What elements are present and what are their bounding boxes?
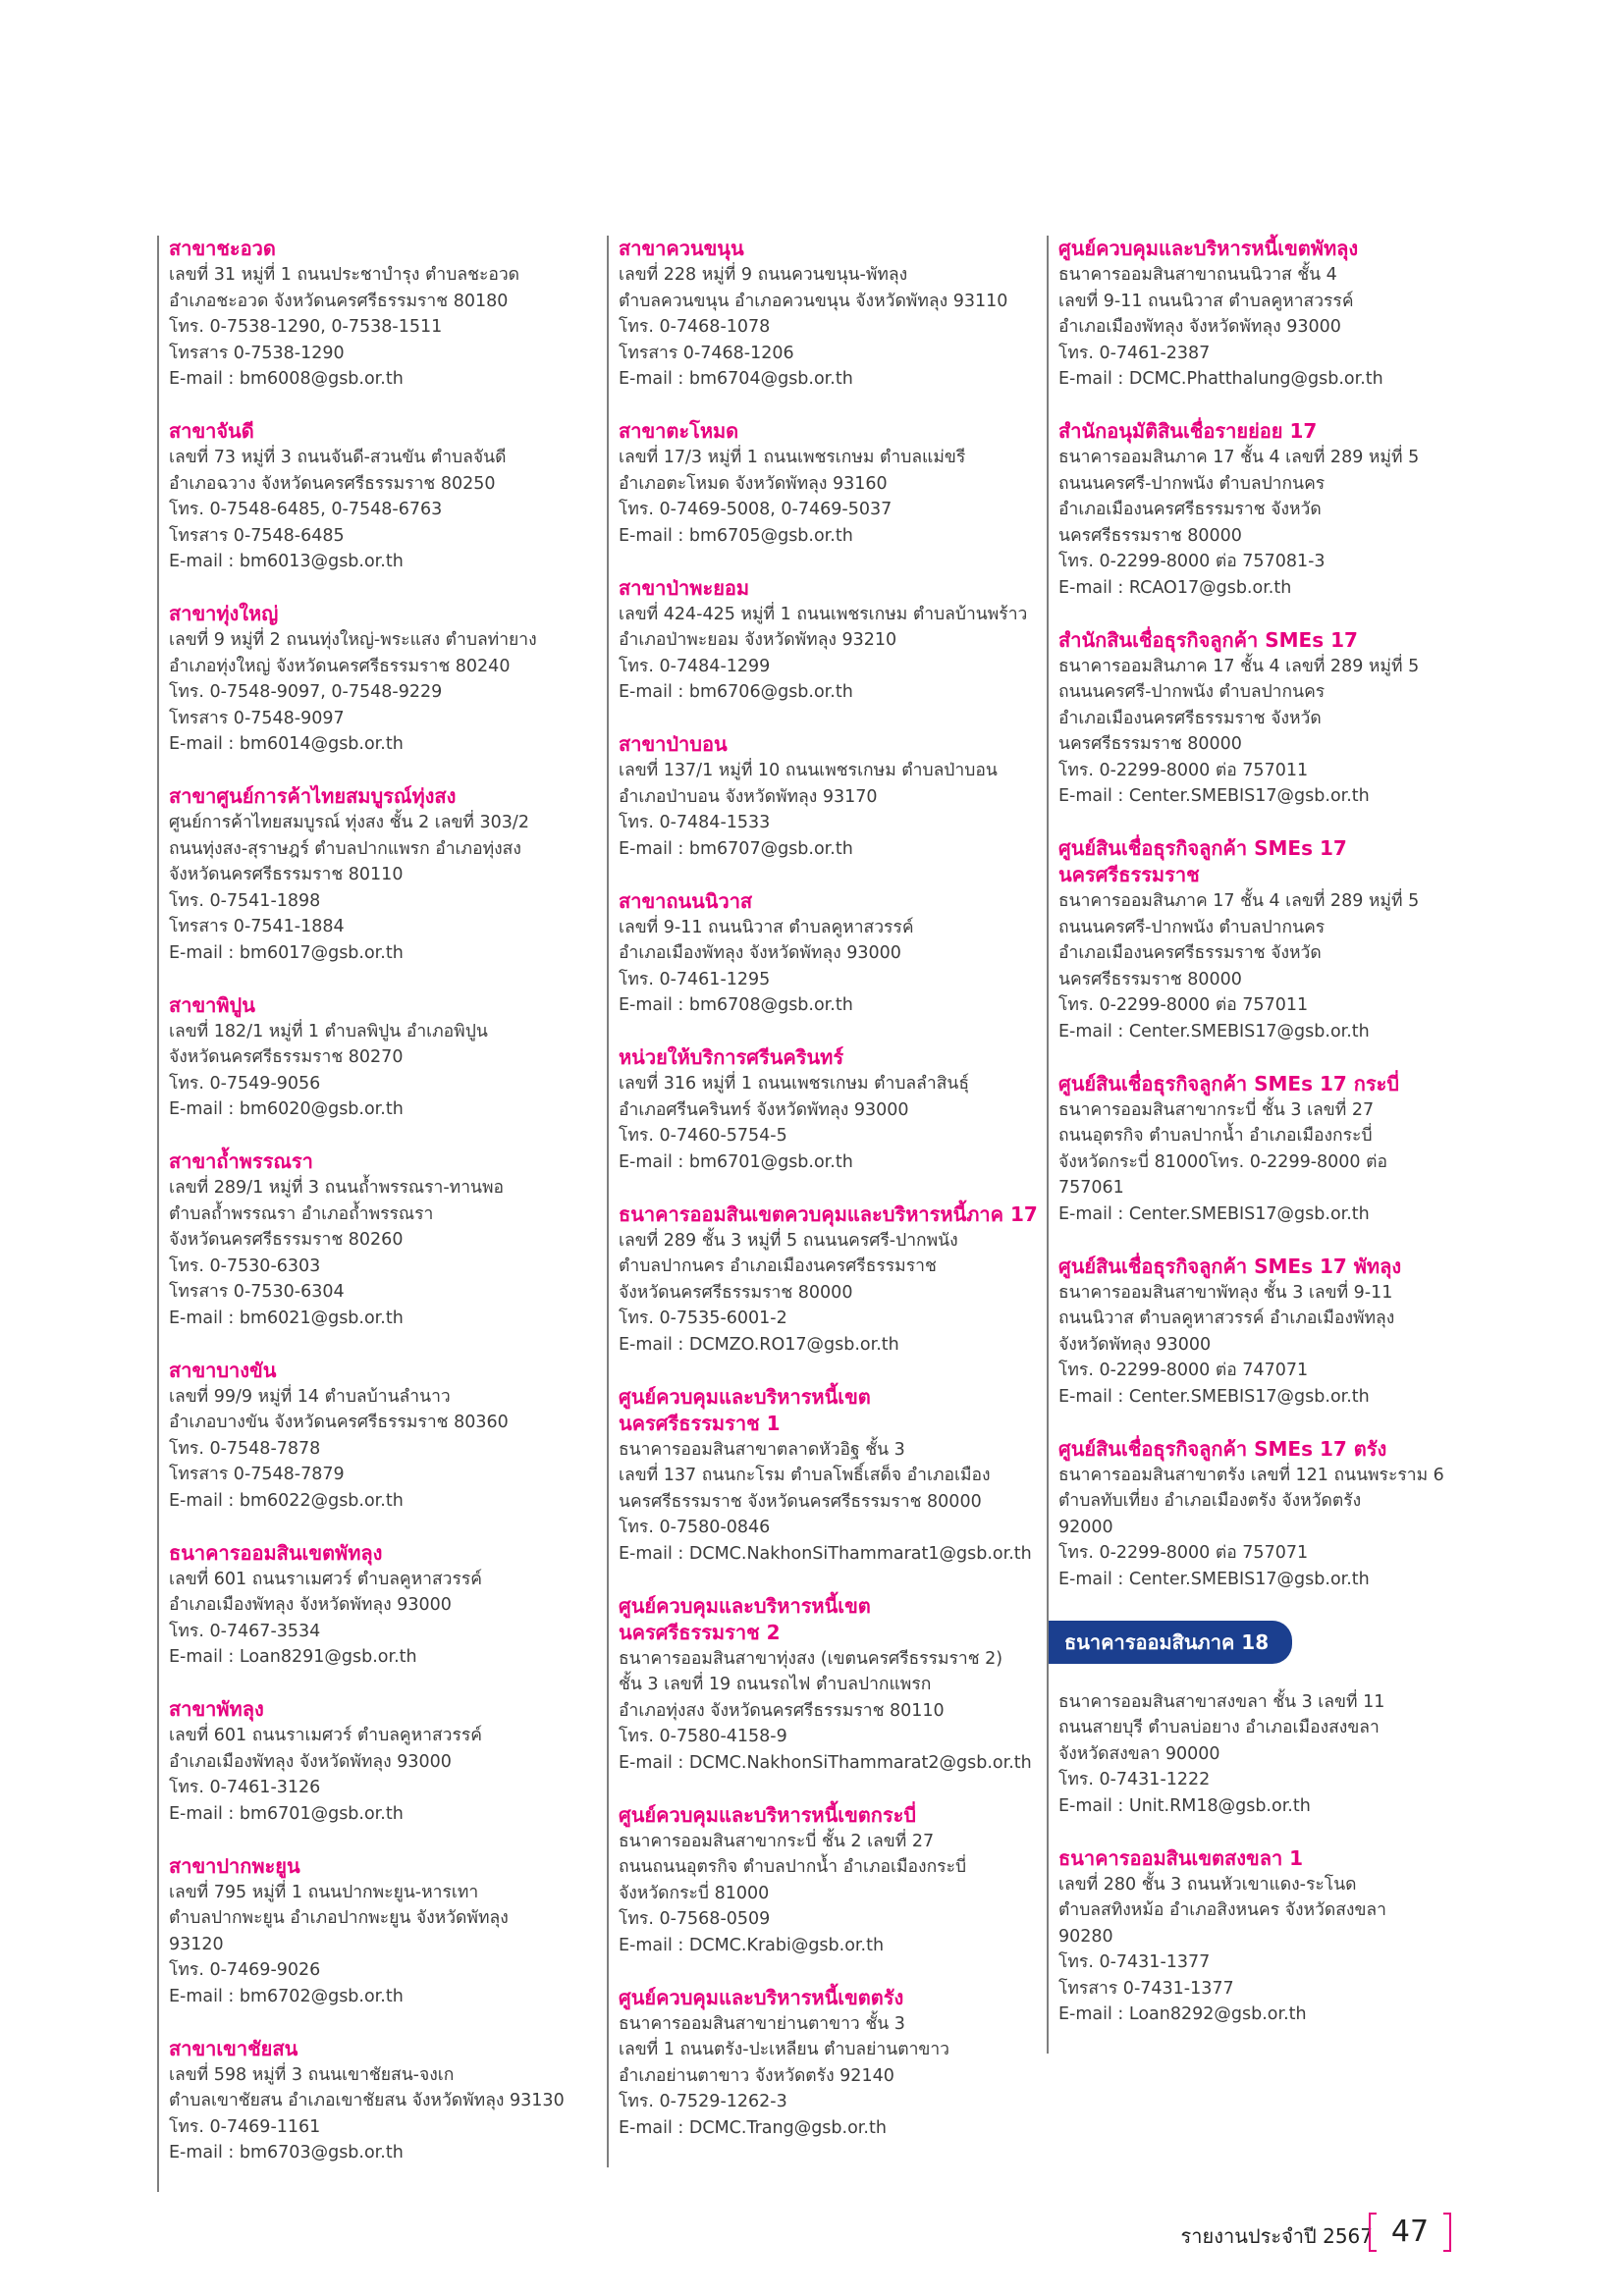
branch-detail-line: เลขที่ 99/9 หมู่ที่ 14 ตำบลบ้านลำนาว xyxy=(169,1386,451,1407)
branch-detail-line: ธนาคารออมสินภาค 17 ชั้น 4 เลขที่ 289 หมู่ที่ 5 xyxy=(1058,656,1420,676)
branch-detail-line: ธนาคารออมสินภาค 17 ชั้น 4 เลขที่ 289 หมู่ที่ 5 xyxy=(1058,448,1420,467)
branch-detail-line: อำเภอเมืองพัทลุง จังหวัดพัทลุง 93000 xyxy=(169,1751,452,1772)
branch-detail-line: ถนนอุตรกิจ ตำบลปากน้ำ อำเภอเมืองกระบี่ xyxy=(1058,1126,1373,1146)
branch-detail-line: อำเภอเมืองพัทลุง จังหวัดพัทลุง 93000 xyxy=(1058,317,1341,337)
branch-title: สาขาชะอวด xyxy=(169,237,276,260)
branch-email: E-mail : bm6707@gsb.or.th xyxy=(619,838,853,859)
branch-detail-line: อำเภอชะอวด จังหวัดนครศรีธรรมราช 80180 xyxy=(169,291,509,311)
branch-detail-line: อำเภอเมืองนครศรีธรรมราช จังหวัด xyxy=(1058,708,1322,728)
branch-email: E-mail : bm6704@gsb.or.th xyxy=(619,369,853,389)
branch-title: สาขาพิปูน xyxy=(169,992,255,1017)
branch-detail-line: โทร. 0-2299-8000 ต่อ 757081-3 xyxy=(1058,552,1326,571)
branch-email: E-mail : bm6020@gsb.or.th xyxy=(169,1099,404,1119)
branch-detail-line: ถนนนครศรี-ปากพนัง ตำบลปากนคร xyxy=(1058,473,1326,494)
branch-detail-line: โทร. 0-7460-5754-5 xyxy=(619,1126,787,1146)
branch-detail-line: โทรสาร 0-7548-6485 xyxy=(169,525,345,546)
branch-entry xyxy=(1058,1689,1479,1820)
branch-detail-line: ตำบลถ้ำพรรณรา อำเภอถ้ำพรรณรา xyxy=(169,1203,434,1224)
branch-email: E-mail : DCMZO.RO17@gsb.or.th xyxy=(619,1334,899,1355)
branch-email: E-mail : bm6708@gsb.or.th xyxy=(619,995,853,1015)
branch-email: E-mail : Loan8292@gsb.or.th xyxy=(1058,2004,1307,2024)
branch-title: ศูนย์ควบคุมและบริหารหนี้เขตกระบี่ xyxy=(619,1802,917,1827)
branch-detail-line: นครศรีธรรมราช 80000 xyxy=(1058,969,1242,989)
branch-detail-line: เลขที่ 280 ชั้น 3 ถนนหัวเขาแดง-ระโนด xyxy=(1058,1874,1357,1895)
branch-title: สาขาปากพะยูน xyxy=(169,1853,300,1878)
branch-title: สำนักสินเชื่อธุรกิจลูกค้า SMEs 17 xyxy=(1058,627,1358,652)
branch-detail-line: เลขที่ 73 หมู่ที่ 3 ถนนจันดี-สวนขัน ตำบลจันดี xyxy=(169,448,507,467)
branch-detail-line: เลขที่ 182/1 หมู่ที่ 1 ตำบลพิปูน อำเภอพิปูน xyxy=(169,1021,488,1041)
branch-entry xyxy=(619,1802,1039,1959)
branch-detail-line: นครศรีธรรมราช 80000 xyxy=(1058,734,1242,754)
branch-detail-line: โทร. 0-7467-3534 xyxy=(169,1621,321,1641)
branch-detail-line: โทร. 0-7548-6485, 0-7548-6763 xyxy=(169,500,443,519)
branch-detail-line: โทร. 0-2299-8000 ต่อ 747071 xyxy=(1058,1361,1309,1380)
branch-detail-line: ถนนนครศรี-ปากพนัง ตำบลปากนคร xyxy=(1058,682,1326,702)
branch-email: E-mail : bm6022@gsb.or.th xyxy=(169,1490,404,1511)
column-2 xyxy=(607,236,1039,2167)
branch-detail-line: จังหวัดนครศรีธรรมราช 80260 xyxy=(169,1230,404,1250)
branch-detail-line: จังหวัดนครศรีธรรมราช 80110 xyxy=(169,865,404,884)
branch-title: สาขาบางขัน xyxy=(169,1358,277,1382)
branch-detail-line: ชั้น 3 เลขที่ 19 ถนนรถไฟ ตำบลปากแพรก xyxy=(619,1675,932,1694)
region-heading-badge: ธนาคารออมสินภาค 18 xyxy=(1049,1621,1292,1664)
branch-detail-line: เลขที่ 289 ชั้น 3 หมู่ที่ 5 ถนนนครศรี-ปากพนัง xyxy=(619,1230,958,1251)
branch-title: สาขาศูนย์การค้าไทยสมบูรณ์ทุ่งสง xyxy=(169,784,457,808)
branch-entry xyxy=(619,236,1039,393)
branch-detail-line: ธนาคารออมสินสาขาตรัง เลขที่ 121 ถนนพระราม 6 xyxy=(1058,1465,1444,1485)
branch-title: สาขาพัทลุง xyxy=(169,1697,264,1721)
branch-detail-line: จังหวัดนครศรีธรรมราช 80000 xyxy=(619,1282,853,1303)
branch-detail-line: อำเภอศรีนครินทร์ จังหวัดพัทลุง 93000 xyxy=(619,1099,909,1120)
branch-email: E-mail : Center.SMEBIS17@gsb.or.th xyxy=(1058,1021,1370,1041)
branch-title: ศูนย์สินเชื่อธุรกิจลูกค้า SMEs 17 xyxy=(1058,836,1347,860)
branch-email: E-mail : Center.SMEBIS17@gsb.or.th xyxy=(1058,786,1370,806)
branch-title: สาขาป่าบอน xyxy=(619,732,728,756)
branch-detail-line: จังหวัดกระบี่ 81000โทร. 0-2299-8000 ต่อ xyxy=(1058,1151,1387,1172)
branch-detail-line: ตำบลปากพะยูน อำเภอปากพะยูน จังหวัดพัทลุง xyxy=(169,1908,509,1928)
branch-detail-line: โทร. 0-7535-6001-2 xyxy=(619,1308,787,1328)
branch-email: E-mail : bm6017@gsb.or.th xyxy=(169,942,404,963)
branch-detail-line: เลขที่ 9 หมู่ที่ 2 ถนนทุ่งใหญ่-พระแสง ตำบลท่ายาง xyxy=(169,630,537,650)
branch-email: E-mail : bm6008@gsb.or.th xyxy=(169,369,404,389)
branch-detail-line: ธนาคารออมสินสาขาถนนนิวาส ชั้น 4 xyxy=(1058,265,1337,285)
page-number-bracket-right xyxy=(1443,2213,1451,2252)
branch-title: สาขาจันดี xyxy=(169,419,254,443)
branch-detail-line: อำเภอบางขัน จังหวัดนครศรีธรรมราช 80360 xyxy=(169,1413,509,1432)
branch-entry xyxy=(1058,1071,1479,1228)
branch-detail-line: โทร. 0-7530-6303 xyxy=(169,1255,321,1276)
branch-entry xyxy=(169,992,589,1123)
branch-email: E-mail : bm6014@gsb.or.th xyxy=(169,734,404,754)
branch-detail-line: อำเภอเมืองพัทลุง จังหวัดพัทลุง 93000 xyxy=(169,1595,452,1615)
branch-email: E-mail : RCAO17@gsb.or.th xyxy=(1058,577,1292,598)
branch-entry xyxy=(1058,1254,1479,1411)
branch-detail-line: ตำบลเขาชัยสน อำเภอเขาชัยสน จังหวัดพัทลุง 93130 xyxy=(169,2091,565,2110)
branch-detail-line: อำเภอฉวาง จังหวัดนครศรีธรรมราช 80250 xyxy=(169,473,496,494)
branch-entry xyxy=(1058,236,1479,393)
branch-detail-line: อำเภอเมืองพัทลุง จังหวัดพัทลุง 93000 xyxy=(619,943,901,963)
branch-detail-line: โทร. 0-7431-1377 xyxy=(1058,1952,1211,1972)
branch-detail-line: เลขที่ 316 หมู่ที่ 1 ถนนเพชรเกษม ตำบลลำสินธุ์ xyxy=(619,1074,970,1094)
branch-detail-line: อำเภอเมืองนครศรีธรรมราช จังหวัด xyxy=(1058,500,1322,519)
branch-detail-line: ตำบลทับเที่ยง อำเภอเมืองตรัง จังหวัดตรัง xyxy=(1058,1491,1362,1511)
branch-title: ศูนย์ควบคุมและบริหารหนี้เขตพัทลุง xyxy=(1058,237,1359,260)
branch-detail-line: จังหวัดสงขลา 90000 xyxy=(1058,1743,1220,1764)
branch-detail-line: จังหวัดกระบี่ 81000 xyxy=(619,1883,770,1903)
page-number: 47 xyxy=(1390,2215,1430,2249)
branch-title: สาขาเขาชัยสน xyxy=(169,2036,298,2060)
branch-email: E-mail : DCMC.NakhonSiThammarat2@gsb.or.th xyxy=(619,1752,1032,1773)
branch-detail-line: อำเภอย่านตาขาว จังหวัดตรัง 92140 xyxy=(619,2065,894,2086)
branch-detail-line: อำเภอป่าพะยอม จังหวัดพัทลุง 93210 xyxy=(619,630,897,650)
branch-entry xyxy=(1058,418,1479,601)
branch-email: E-mail : Center.SMEBIS17@gsb.or.th xyxy=(1058,1203,1370,1224)
branch-detail-line: ตำบลควนขนุน อำเภอควนขนุน จังหวัดพัทลุง 93110 xyxy=(619,291,1008,311)
branch-title: ธนาคารออมสินเขตพัทลุง xyxy=(169,1540,383,1565)
branch-detail-line: นครศรีธรรมราช จังหวัดนครศรีธรรมราช 80000 xyxy=(619,1491,982,1512)
branch-detail-line: เลขที่ 601 ถนนราเมศวร์ ตำบลคูหาสวรรค์ xyxy=(169,1726,482,1745)
branch-detail-line: จังหวัดนครศรีธรรมราช 80270 xyxy=(169,1047,404,1067)
branch-detail-line: ถนนสายบุรี ตำบลบ่อยาง อำเภอเมืองสงขลา xyxy=(1058,1718,1380,1737)
branch-email: E-mail : bm6705@gsb.or.th xyxy=(619,525,853,546)
branch-title: ศูนย์สินเชื่อธุรกิจลูกค้า SMEs 17 พัทลุง xyxy=(1058,1254,1402,1278)
branch-entry xyxy=(1058,835,1479,1044)
branch-detail-line: โทร. 0-7484-1299 xyxy=(619,656,771,676)
branch-detail-line: ธนาคารออมสินภาค 17 ชั้น 4 เลขที่ 289 หมู่ที่ 5 xyxy=(1058,891,1420,911)
branch-detail-line: เลขที่ 17/3 หมู่ที่ 1 ถนนเพชรเกษม ตำบลแม่ขรี xyxy=(619,448,966,467)
branch-detail-line: โทร. 0-7538-1290, 0-7538-1511 xyxy=(169,317,443,337)
branch-entry xyxy=(169,1696,589,1827)
branch-title: สาขาควนขนุน xyxy=(619,237,744,260)
page-footer xyxy=(1100,2213,1492,2252)
branch-email: E-mail : bm6021@gsb.or.th xyxy=(169,1308,404,1328)
branch-title: สาขาป่าพะยอม xyxy=(619,575,750,600)
branch-detail-line: 92000 xyxy=(1058,1517,1113,1537)
branch-detail-line: โทร. 0-7461-2387 xyxy=(1058,343,1211,363)
branch-detail-line: เลขที่ 1 ถนนตรัง-ปะเหลียน ตำบลย่านตาขาว xyxy=(619,2040,950,2059)
branch-detail-line: โทร. 0-2299-8000 ต่อ 757011 xyxy=(1058,760,1309,780)
branch-detail-line: โทร. 0-7549-9056 xyxy=(169,1073,321,1094)
branch-title: สำนักอนุมัติสินเชื่อรายย่อย 17 xyxy=(1058,419,1318,443)
branch-title: ศูนย์ควบคุมและบริหารหนี้เขต xyxy=(619,1384,871,1409)
branch-detail-line: 93120 xyxy=(169,1934,224,1954)
branch-detail-line: โทร. 0-7461-1295 xyxy=(619,969,771,989)
branch-detail-line: โทร. 0-7469-5008, 0-7469-5037 xyxy=(619,500,893,519)
branch-email: E-mail : bm6703@gsb.or.th xyxy=(169,2143,404,2163)
column-3 xyxy=(1047,236,1479,2054)
branch-detail-line: โทรสาร 0-7548-7879 xyxy=(169,1465,345,1484)
branch-detail-line: โทร. 0-7580-0846 xyxy=(619,1518,771,1537)
branch-email: E-mail : DCMC.NakhonSiThammarat1@gsb.or.th xyxy=(619,1543,1032,1564)
branch-detail-line: อำเภอทุ่งใหญ่ จังหวัดนครศรีธรรมราช 80240 xyxy=(169,656,511,676)
branch-entry xyxy=(619,1985,1039,2142)
branch-detail-line: ถนนนครศรี-ปากพนัง ตำบลปากนคร xyxy=(1058,917,1326,937)
branch-detail-line: ถนนถนนอุตรกิจ ตำบลปากน้ำ อำเภอเมืองกระบี่ xyxy=(619,1857,967,1877)
branch-detail-line: เลขที่ 424-425 หมู่ที่ 1 ถนนเพชรเกษม ตำบลบ้านพร้าว xyxy=(619,604,1028,624)
branch-detail-line: โทร. 0-7469-9026 xyxy=(169,1960,321,1980)
branch-detail-line: ธนาคารออมสินสาขากระบี่ ชั้น 2 เลขที่ 27 xyxy=(619,1831,935,1851)
branch-entry xyxy=(619,731,1039,862)
branch-detail-line: อำเภอทุ่งสง จังหวัดนครศรีธรรมราช 80110 xyxy=(619,1700,945,1721)
branch-title: นครศรีธรรมราช xyxy=(1058,863,1200,886)
branch-detail-line: ธนาคารออมสินสาขาตลาดหัวอิฐ ชั้น 3 xyxy=(619,1439,905,1460)
branch-title: สาขาตะโหมด xyxy=(619,419,739,443)
branch-detail-line: ธนาคารออมสินสาขาทุ่งสง (เขตนครศรีธรรมราช 2) xyxy=(619,1648,1003,1669)
branch-detail-line: ถนนนิวาส ตำบลคูหาสวรรค์ อำเภอเมืองพัทลุง xyxy=(1058,1308,1395,1328)
branch-email: E-mail : bm6701@gsb.or.th xyxy=(619,1151,853,1172)
branch-detail-line: ถนนทุ่งสง-สุราษฎร์ ตำบลปากแพรก อำเภอทุ่งสง xyxy=(169,838,521,859)
branch-detail-line: เลขที่ 137 ถนนกะโรม ตำบลโพธิ์เสด็จ อำเภอเมือง xyxy=(619,1466,991,1485)
branch-detail-line: โทร. 0-2299-8000 ต่อ 757011 xyxy=(1058,995,1309,1015)
branch-email: E-mail : Center.SMEBIS17@gsb.or.th xyxy=(1058,1569,1370,1589)
branch-entry xyxy=(1058,1436,1479,1593)
branch-entry xyxy=(619,1593,1039,1777)
branch-entry xyxy=(1058,627,1479,810)
branch-detail-line: โทรสาร 0-7530-6304 xyxy=(169,1282,345,1302)
branch-title: สาขาทุ่งใหญ่ xyxy=(169,602,279,625)
branch-detail-line: ธนาคารออมสินสาขาสงขลา ชั้น 3 เลขที่ 11 xyxy=(1058,1691,1385,1712)
branch-detail-line: เลขที่ 9-11 ถนนนิวาส ตำบลคูหาสวรรค์ xyxy=(619,917,914,937)
page-number-bracket-left xyxy=(1369,2213,1377,2252)
branch-entry xyxy=(619,1201,1039,1359)
branch-title: ศูนย์ควบคุมและบริหารหนี้เขต xyxy=(619,1593,871,1618)
branch-entry xyxy=(169,1853,589,2010)
branch-detail-line: เลขที่ 228 หมู่ที่ 9 ถนนควนขนุน-พัทลุง xyxy=(619,265,908,285)
branch-email: E-mail : DCMC.Krabi@gsb.or.th xyxy=(619,1935,885,1955)
branch-entry xyxy=(169,1358,589,1515)
report-label: รายงานประจำปี 2567 xyxy=(1180,2224,1373,2248)
branch-detail-line: โทร. 0-7484-1533 xyxy=(619,813,771,832)
branch-title: นครศรีธรรมราช 1 xyxy=(619,1411,781,1435)
branch-detail-line: โทรสาร 0-7538-1290 xyxy=(169,343,345,363)
branch-title: ธนาคารออมสินเขตควบคุมและบริหารหนี้ภาค 17 xyxy=(619,1201,1038,1226)
branch-detail-line: จังหวัดพัทลุง 93000 xyxy=(1058,1334,1212,1355)
branch-detail-line: อำเภอเมืองนครศรีธรรมราช จังหวัด xyxy=(1058,943,1322,963)
branch-detail-line: 757061 xyxy=(1058,1178,1124,1198)
branch-entry xyxy=(169,418,589,575)
branch-email: E-mail : DCMC.Phatthalung@gsb.or.th xyxy=(1058,369,1383,389)
branch-detail-line: โทร. 0-7568-0509 xyxy=(619,1909,771,1929)
branch-entry xyxy=(169,601,589,758)
branch-detail-line: เลขที่ 795 หมู่ที่ 1 ถนนปากพะยูน-หารเทา xyxy=(169,1882,479,1902)
branch-email: E-mail : Loan8291@gsb.or.th xyxy=(169,1647,417,1667)
branch-email: E-mail : bm6706@gsb.or.th xyxy=(619,682,853,702)
branch-title: สาขาถนนนิวาส xyxy=(619,888,753,913)
branch-title: ศูนย์สินเชื่อธุรกิจลูกค้า SMEs 17 กระบี่ xyxy=(1058,1071,1400,1095)
branch-detail-line: ตำบลปากนคร อำเภอเมืองนครศรีธรรมราช xyxy=(619,1256,937,1276)
branch-email: E-mail : DCMC.Trang@gsb.or.th xyxy=(619,2117,887,2138)
branch-detail-line: โทรสาร 0-7431-1377 xyxy=(1058,1978,1234,1999)
branch-detail-line: โทร. 0-7461-3126 xyxy=(169,1778,321,1797)
branch-entry xyxy=(169,236,589,393)
branch-entry xyxy=(619,1044,1039,1175)
branch-email: E-mail : bm6702@gsb.or.th xyxy=(169,1986,404,2006)
branch-detail-line: โทร. 0-7541-1898 xyxy=(169,890,321,911)
branch-detail-line: โทร. 0-7468-1078 xyxy=(619,317,771,337)
branch-detail-line: โทรสาร 0-7468-1206 xyxy=(619,343,794,363)
branch-entry xyxy=(619,1384,1039,1568)
branch-email: E-mail : Unit.RM18@gsb.or.th xyxy=(1058,1795,1311,1816)
branch-detail-line: โทรสาร 0-7548-9097 xyxy=(169,708,345,728)
branch-entry xyxy=(169,1540,589,1671)
branch-detail-line: โทร. 0-7548-9097, 0-7548-9229 xyxy=(169,682,443,702)
branch-detail-line: อำเภอป่าบอน จังหวัดพัทลุง 93170 xyxy=(619,786,878,807)
branch-detail-line: เลขที่ 9-11 ถนนนิวาส ตำบลคูหาสวรรค์ xyxy=(1058,291,1354,311)
branch-detail-line: นครศรีธรรมราช 80000 xyxy=(1058,525,1242,546)
branch-detail-line: เลขที่ 137/1 หมู่ที่ 10 ถนนเพชรเกษม ตำบลป่าบอน xyxy=(619,761,998,780)
branch-email: E-mail : bm6013@gsb.or.th xyxy=(169,552,404,571)
branch-detail-line: เลขที่ 601 ถนนราเมศวร์ ตำบลคูหาสวรรค์ xyxy=(169,1569,482,1589)
branch-entry xyxy=(169,783,589,966)
branch-title: สาขาถ้ำพรรณรา xyxy=(169,1149,313,1173)
branch-title: ศูนย์สินเชื่อธุรกิจลูกค้า SMEs 17 ตรัง xyxy=(1058,1436,1387,1461)
branch-entry xyxy=(619,418,1039,549)
branch-detail-line: โทร. 0-7431-1222 xyxy=(1058,1770,1211,1789)
branch-detail-line: เลขที่ 598 หมู่ที่ 3 ถนนเขาชัยสน-จงเก xyxy=(169,2064,455,2085)
branch-entry xyxy=(1058,1845,1479,2028)
branch-detail-line: อำเภอตะโหมด จังหวัดพัทลุง 93160 xyxy=(619,473,888,494)
branch-detail-line: ศูนย์การค้าไทยสมบูรณ์ ทุ่งสง ชั้น 2 เลขที่ 303/2 xyxy=(169,813,529,832)
branch-entry xyxy=(619,575,1039,706)
branch-detail-line: โทร. 0-7580-4158-9 xyxy=(619,1727,787,1746)
column-1 xyxy=(157,236,589,2192)
branch-detail-line: 90280 xyxy=(1058,1926,1113,1947)
branch-title: ศูนย์ควบคุมและบริหารหนี้เขตตรัง xyxy=(619,1985,904,2009)
branch-entry xyxy=(169,2036,589,2166)
branch-title: ธนาคารออมสินเขตสงขลา 1 xyxy=(1058,1845,1304,1870)
branch-detail-line: เลขที่ 289/1 หมู่ที่ 3 ถนนถ้ำพรรณรา-ทานพอ xyxy=(169,1178,505,1198)
branch-detail-line: โทร. 0-7529-1262-3 xyxy=(619,2092,787,2111)
branch-entry xyxy=(169,1148,589,1331)
branch-detail-line: เลขที่ 31 หมู่ที่ 1 ถนนประชาบำรุง ตำบลชะอวด xyxy=(169,265,520,285)
branch-entry xyxy=(619,888,1039,1019)
branch-detail-line: โทรสาร 0-7541-1884 xyxy=(169,917,345,936)
branch-detail-line: โทร. 0-7469-1161 xyxy=(169,2116,321,2137)
branch-email: E-mail : bm6701@gsb.or.th xyxy=(169,1803,404,1824)
branch-detail-line: ตำบลสทิงหม้อ อำเภอสิงหนคร จังหวัดสงขลา xyxy=(1058,1900,1386,1920)
branch-email: E-mail : Center.SMEBIS17@gsb.or.th xyxy=(1058,1386,1370,1407)
branch-title: หน่วยให้บริการศรีนครินทร์ xyxy=(619,1045,844,1069)
branch-detail-line: โทร. 0-2299-8000 ต่อ 757071 xyxy=(1058,1543,1309,1563)
branch-detail-line: ธนาคารออมสินสาขาย่านตาขาว ชั้น 3 xyxy=(619,2013,905,2034)
branch-detail-line: โทร. 0-7548-7878 xyxy=(169,1438,321,1459)
branch-detail-line: ธนาคารออมสินสาขากระบี่ ชั้น 3 เลขที่ 27 xyxy=(1058,1099,1375,1120)
branch-detail-line: ธนาคารออมสินสาขาพัทลุง ชั้น 3 เลขที่ 9-11 xyxy=(1058,1282,1393,1303)
branch-title: นครศรีธรรมราช 2 xyxy=(619,1620,781,1644)
